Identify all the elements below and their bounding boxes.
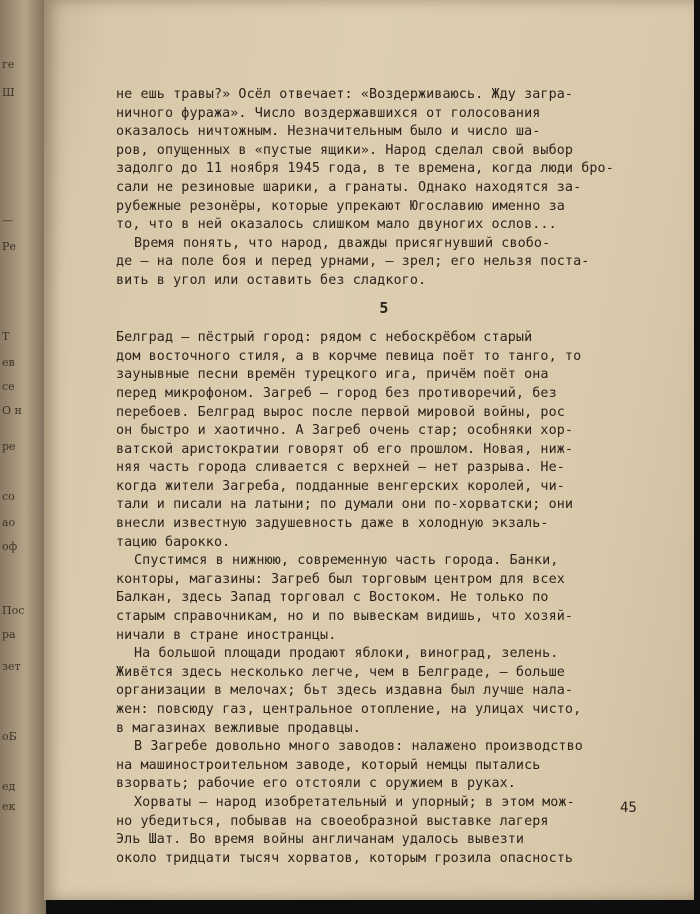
previous-page-text-fragment: ре	[2, 440, 16, 453]
text-line: перед микрофоном. Загреб – город без противоречий, без	[116, 385, 557, 401]
text-line: Балкан, здесь Запад торговал с Востоком. Не только по	[116, 590, 549, 606]
text-line: конторы, магазины: Загреб был торговым центром для всех	[116, 571, 565, 587]
text-line: На большой площади продают яблоки, виноград, зелень.	[134, 646, 559, 662]
text-line: около тридцати тысяч хорватов, которым грозила опасность	[116, 850, 574, 866]
text-line: ров, опущенных в «пустые ящики». Народ сделал свой выбор	[116, 142, 574, 158]
previous-page-text-fragment: ао	[2, 516, 16, 529]
page-number: 45	[620, 800, 637, 816]
text-line: рубежные резонёры, которые упрекают Югославию именно за	[116, 198, 565, 214]
previous-page-text-fragment: ед	[2, 780, 16, 793]
previous-page-text-fragment: оБ	[2, 730, 17, 743]
text-line: дом восточного стиля, а в корчме певица поёт то танго, то	[116, 348, 582, 364]
text-line: взорвать; рабочие его отстояли с оружием в руках.	[116, 776, 516, 792]
text-line: но убедиться, побывав на своеобразной выставке лагеря	[116, 813, 549, 829]
text-line: вить в угол или оставить без сладкого.	[116, 272, 427, 288]
previous-page-text-fragment: ев	[2, 356, 15, 369]
text-line: Спустимся в нижнюю, современную часть города. Банки,	[134, 553, 559, 569]
text-line: сали не резиновые шарики, а гранаты. Однако находятся за-	[116, 179, 582, 195]
text-line: оказалось ничтожным. Незначительным было и число ша-	[116, 124, 541, 140]
text-line: он быстро и хаотично. А Загреб очень стар; особняки хор-	[116, 423, 574, 439]
text-line: Эль Шат. Во время войны англичанам удалось вывезти	[116, 832, 525, 848]
paragraph-continuation	[116, 86, 652, 235]
text-line: когда жители Загреба, подданные венгерских королей, чи-	[116, 478, 565, 494]
text-line: не ешь травы?» Осёл отвечает: «Воздерживаюсь. Жду загра-	[116, 87, 574, 102]
text-line: внесли известную задушевность даже в холодную экзаль-	[116, 516, 549, 532]
text-line: ватской аристократии говорят об его прошлом. Новая, ниж-	[116, 441, 574, 457]
text-line: заунывные песни времён турецкого ига, причём поёт она	[116, 367, 549, 383]
text-line: Белград – пёстрый город: рядом с небоскрёбом старый	[116, 330, 533, 346]
previous-page-text-fragment: оф	[2, 540, 18, 553]
paragraph-conclusion	[116, 235, 652, 291]
page-text	[116, 86, 652, 868]
text-line: старым справочникам, но и по вывескам видишь, что хозяй-	[116, 609, 574, 625]
paragraph-lower-town	[116, 552, 652, 645]
previous-page-text-fragment: Ш	[2, 86, 15, 99]
previous-page-text-fragment: со	[2, 490, 15, 503]
paragraph-belgrade-zagreb	[116, 329, 652, 552]
previous-page-text-fragment: зет	[2, 660, 21, 673]
paragraph-market	[116, 645, 652, 738]
text-line: Живётся здесь несколько легче, чем в Белграде, – больше	[116, 664, 565, 680]
text-line: Время понять, что народ, дважды присягнувший свобо-	[134, 235, 551, 251]
text-line: в магазинах вежливые продавцы.	[116, 720, 361, 736]
text-line: на машиностроительном заводе, который немцы пытались	[116, 757, 541, 773]
section-number: 5	[379, 298, 389, 317]
text-line: организации в мелочах; бьт здесь издавна был лучше нала-	[116, 683, 574, 699]
previous-page-text-fragment: Т	[2, 330, 10, 343]
text-line: тали и писали на латыни; по думали они по-хорватски; они	[116, 497, 574, 513]
text-line: жен: повсюду газ, центральное отопление, на улицах чисто,	[116, 702, 582, 717]
previous-page-text-fragment: Пос	[2, 604, 25, 617]
text-line: задолго до 11 ноября 1945 года, в те времена, когда люди бро-	[116, 161, 614, 177]
previous-page-text-fragment: О н	[2, 404, 22, 417]
previous-page-text-fragment: ек	[2, 800, 16, 813]
previous-page-text-fragment: ге	[2, 58, 15, 71]
text-line: ничного фуража». Число воздержавшихся от голосования	[116, 105, 541, 121]
previous-page-edge	[0, 0, 46, 914]
text-line: няя часть города сливается с верхней – нет разрыва. Не-	[116, 460, 565, 476]
paragraph-factories	[116, 738, 652, 794]
previous-page-text-fragment: се	[2, 380, 15, 393]
text-line: В Загребе довольно много заводов: налажено производство	[134, 739, 583, 755]
text-line: ничали в стране иностранцы.	[116, 627, 337, 643]
text-line: тацию барокко.	[116, 534, 231, 550]
previous-page-text-fragment: Ре	[2, 240, 16, 253]
text-line: то, что в ней оказалось слишком мало двуногих ослов...	[116, 217, 557, 233]
previous-page-text-fragment: ра	[2, 628, 16, 641]
text-line: Хорваты – народ изобретательный и упорный; в этом мож-	[134, 794, 575, 810]
previous-page-text-fragment: —	[2, 214, 13, 227]
text-line: де – на поле боя и перед урнами, – зрел; его нельзя поста-	[116, 254, 590, 270]
book-page	[44, 0, 694, 900]
text-line: перебоев. Белград вырос после первой мировой войны, рос	[116, 404, 565, 420]
paragraph-croats	[116, 794, 652, 868]
